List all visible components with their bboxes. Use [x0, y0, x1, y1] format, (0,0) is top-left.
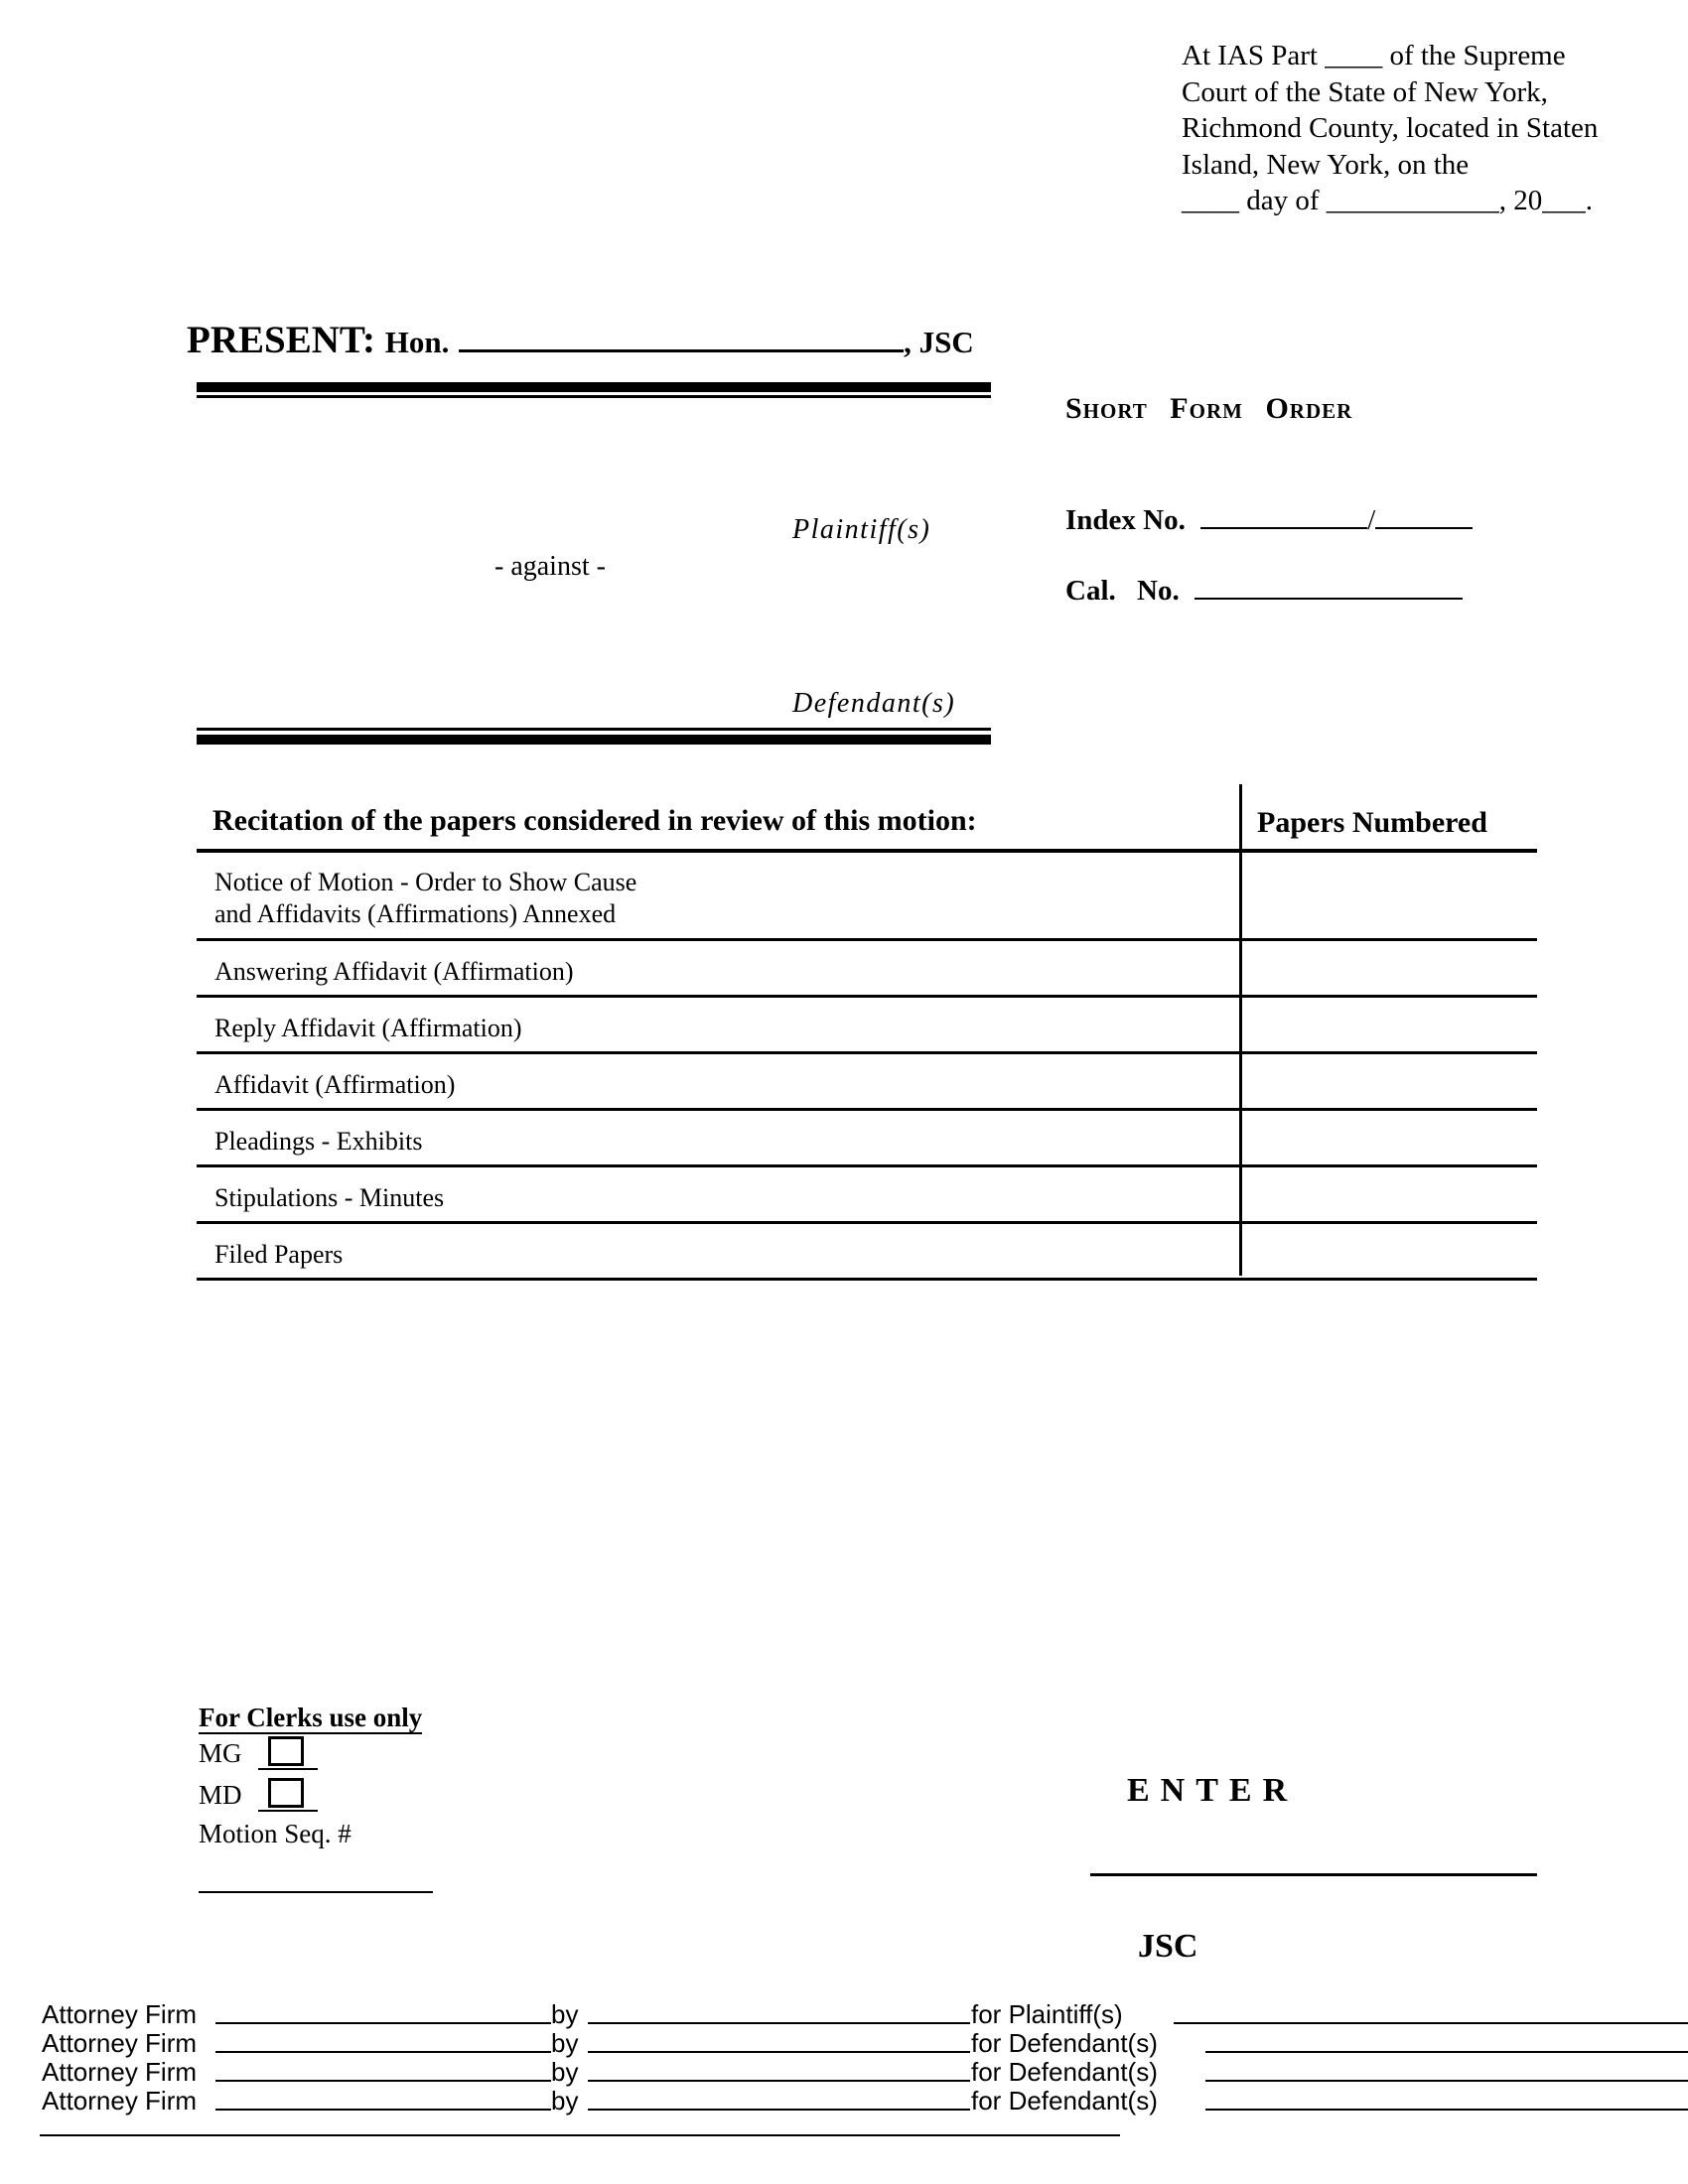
- document-title: [1065, 392, 1366, 426]
- mg-checkbox[interactable]: [268, 1736, 304, 1766]
- jsc-label: JSC: [1138, 1928, 1198, 1965]
- table-row: [197, 853, 1537, 941]
- paper-type: Affidavit (Affirmation): [214, 1070, 456, 1099]
- attorney-name-field[interactable]: [588, 2109, 970, 2111]
- party-field[interactable]: [1174, 2022, 1688, 2024]
- table-header: [197, 784, 1537, 853]
- attorney-firm-label: Attorney Firm: [42, 1999, 198, 2029]
- paper-type: Answering Affidavit (Affirmation): [214, 957, 574, 986]
- caption-line: ____ day of ____________, 20___.: [1182, 185, 1594, 216]
- court-caption: [1182, 38, 1638, 219]
- table-row: [197, 998, 1537, 1054]
- party-label: for Defendant(s): [971, 2057, 1158, 2087]
- party-field[interactable]: [1205, 2051, 1688, 2053]
- cal-number-field[interactable]: [1195, 572, 1463, 600]
- clerks-title: For Clerks use only: [199, 1703, 423, 1732]
- defendant-label: Defendant(s): [792, 688, 956, 719]
- cal-no-label: No.: [1137, 575, 1180, 607]
- mg-underline: [258, 1768, 318, 1770]
- mg-label: MG: [199, 1738, 242, 1768]
- index-number: [1065, 501, 1473, 537]
- top-thick-rule: [197, 382, 991, 392]
- title-word: Form: [1170, 392, 1243, 425]
- index-label: Index No.: [1065, 504, 1186, 536]
- mg-option: [199, 1734, 437, 1776]
- table-row: [197, 1111, 1537, 1167]
- judge-signature-line[interactable]: [1090, 1873, 1537, 1876]
- clerks-box: [199, 1703, 437, 1893]
- plaintiff-label: Plaintiff(s): [792, 514, 931, 545]
- index-number-field[interactable]: [1200, 501, 1367, 529]
- attorney-name-field[interactable]: [588, 2080, 970, 2082]
- md-label: MD: [199, 1780, 242, 1810]
- party-label: for Plaintiff(s): [971, 1999, 1123, 2029]
- attorney-name-field[interactable]: [588, 2051, 970, 2053]
- enter-label: ENTER: [1127, 1772, 1299, 1809]
- bottom-thick-rule: [197, 735, 991, 745]
- attorney-firm-label: Attorney Firm: [42, 2086, 198, 2116]
- hon-label: Hon.: [384, 325, 450, 359]
- present-line: [187, 318, 974, 362]
- attorney-firm-label: Attorney Firm: [42, 2028, 198, 2058]
- attorney-firm-field[interactable]: [215, 2080, 551, 2082]
- motion-seq-label: Motion Seq. #: [199, 1819, 352, 1848]
- paper-type: and Affidavits (Affirmations) Annexed: [214, 899, 617, 928]
- attorney-firm-label: Attorney Firm: [42, 2057, 198, 2087]
- table-row: [197, 1054, 1537, 1111]
- paper-type: Pleadings - Exhibits: [214, 1127, 423, 1156]
- papers-table: [197, 784, 1537, 1281]
- by-label: by: [551, 2086, 579, 2116]
- paper-type: Filed Papers: [214, 1240, 344, 1269]
- md-option: [199, 1776, 437, 1818]
- bottom-thin-rule: [197, 728, 991, 731]
- papers-numbered-heading: Papers Numbered: [1257, 806, 1487, 839]
- caption-line: Court of the State of New York,: [1182, 75, 1548, 108]
- party-label: for Defendant(s): [971, 2028, 1158, 2058]
- judge-name-field[interactable]: [459, 320, 904, 352]
- paper-type: Notice of Motion - Order to Show Cause: [214, 868, 637, 896]
- attorney-firm-field[interactable]: [215, 2051, 551, 2053]
- jsc-suffix: , JSC: [904, 325, 974, 359]
- title-word: Order: [1265, 392, 1353, 425]
- by-label: by: [551, 1999, 579, 2029]
- footer-rule: [40, 2134, 1120, 2136]
- present-label: PRESENT:: [187, 319, 375, 361]
- motion-seq-field[interactable]: [199, 1891, 433, 1893]
- index-separator: /: [1367, 504, 1376, 536]
- party-field[interactable]: [1205, 2080, 1688, 2082]
- paper-type: Reply Affidavit (Affirmation): [214, 1014, 522, 1042]
- calendar-number: [1065, 572, 1463, 608]
- attorney-firm-field[interactable]: [215, 2022, 551, 2024]
- index-year-field[interactable]: [1375, 501, 1473, 529]
- caption-line: Island, New York, on the: [1182, 148, 1470, 181]
- top-thin-rule: [197, 395, 991, 398]
- table-row: [197, 1224, 1537, 1281]
- by-label: by: [551, 2028, 579, 2058]
- attorney-firm-field[interactable]: [215, 2109, 551, 2111]
- party-field[interactable]: [1205, 2109, 1688, 2111]
- caption-line: Richmond County, located in Staten: [1182, 112, 1599, 144]
- by-label: by: [551, 2057, 579, 2087]
- cal-label: Cal.: [1065, 575, 1116, 607]
- md-underline: [258, 1810, 318, 1812]
- against-label: - against -: [494, 551, 606, 582]
- md-checkbox[interactable]: [268, 1778, 304, 1808]
- title-word: Short: [1065, 392, 1148, 425]
- caption-line: At IAS Part ____ of the Supreme: [1182, 40, 1566, 71]
- party-label: for Defendant(s): [971, 2086, 1158, 2116]
- paper-type: Stipulations - Minutes: [214, 1183, 445, 1212]
- attorney-name-field[interactable]: [588, 2022, 970, 2024]
- table-row: [197, 1167, 1537, 1224]
- recitation-heading: Recitation of the papers considered in review of this motion:: [212, 804, 977, 837]
- table-row: [197, 941, 1537, 998]
